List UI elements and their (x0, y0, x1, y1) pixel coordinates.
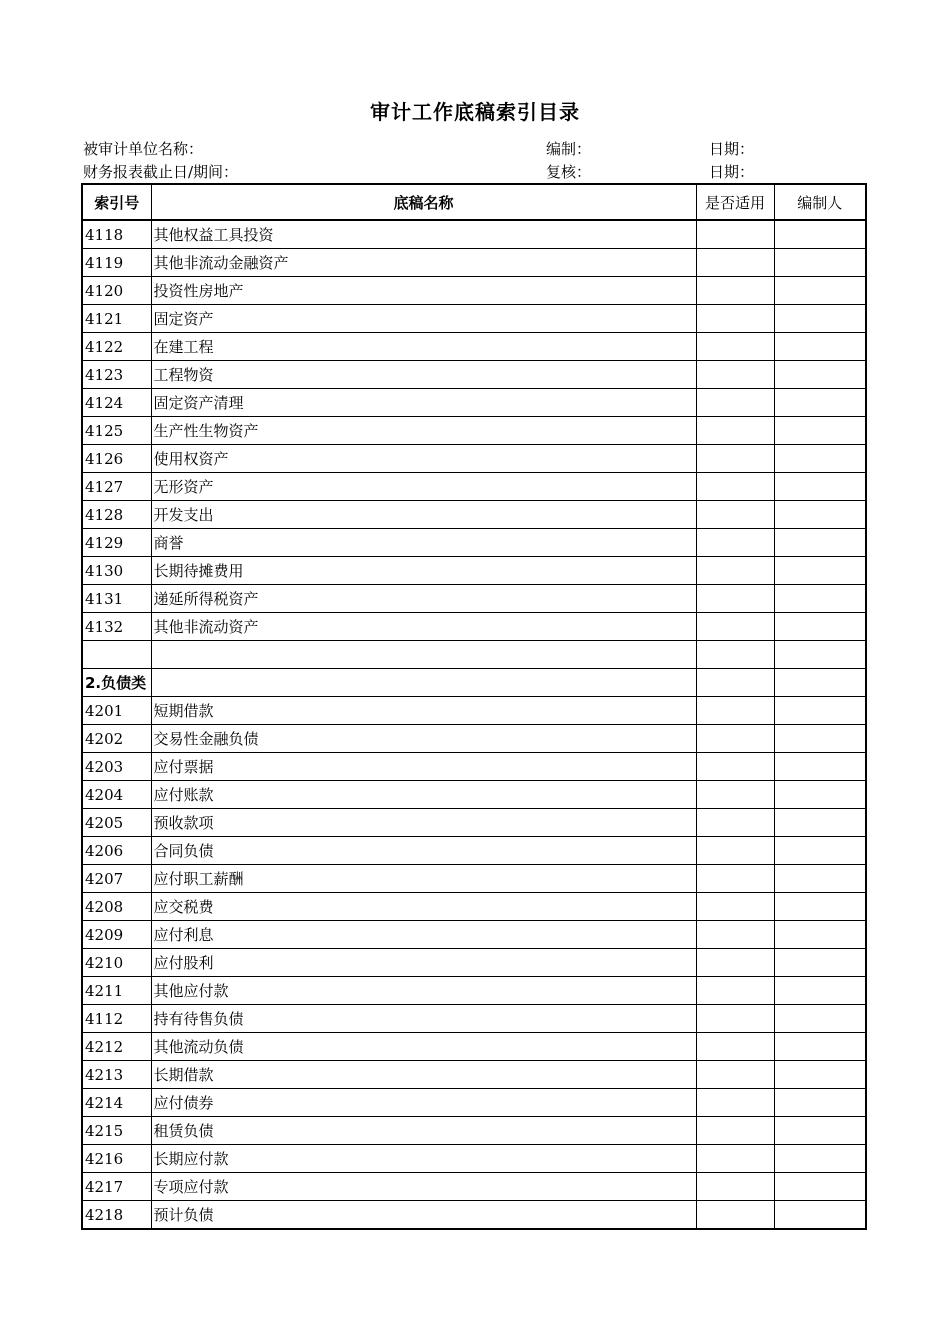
preparer-cell (774, 249, 866, 277)
index-code-cell: 4125 (82, 417, 151, 445)
preparer-cell (774, 725, 866, 753)
preparer-cell (774, 305, 866, 333)
applicable-cell (696, 921, 774, 949)
header-index-no: 索引号 (82, 184, 151, 220)
table-row (82, 529, 866, 557)
applicable-cell (696, 473, 774, 501)
table-row (82, 1061, 866, 1089)
page-title: 审计工作底稿索引目录 (370, 100, 580, 124)
workpaper-name-cell: 在建工程 (151, 333, 696, 361)
applicable-cell (696, 1145, 774, 1173)
index-code-cell: 4208 (82, 893, 151, 921)
workpaper-name-cell: 长期应付款 (151, 1145, 696, 1173)
applicable-cell (696, 697, 774, 725)
workpaper-name-cell: 其他非流动资产 (151, 613, 696, 641)
preparer-cell (774, 277, 866, 305)
workpaper-name-cell: 其他应付款 (151, 977, 696, 1005)
preparer-cell (774, 837, 866, 865)
preparer-cell (774, 529, 866, 557)
preparer-cell (774, 697, 866, 725)
table-row (82, 501, 866, 529)
workpaper-name-cell: 其他流动负债 (151, 1033, 696, 1061)
preparer-cell (774, 1145, 866, 1173)
applicable-cell (696, 1005, 774, 1033)
index-code-cell: 4202 (82, 725, 151, 753)
workpaper-name-cell: 其他权益工具投资 (151, 220, 696, 249)
preparer-cell (774, 1173, 866, 1201)
applicable-cell (696, 669, 774, 697)
table-row (82, 417, 866, 445)
applicable-cell (696, 501, 774, 529)
workpaper-name-cell: 预收款项 (151, 809, 696, 837)
table-header-row (82, 184, 866, 220)
workpaper-name-cell: 应付股利 (151, 949, 696, 977)
workpaper-name-cell: 应付账款 (151, 781, 696, 809)
applicable-cell (696, 613, 774, 641)
preparer-cell (774, 865, 866, 893)
applicable-cell (696, 781, 774, 809)
index-code-cell: 4132 (82, 613, 151, 641)
workpaper-name-cell: 长期待摊费用 (151, 557, 696, 585)
workpaper-name-cell: 预计负债 (151, 1201, 696, 1230)
index-code-cell: 4129 (82, 529, 151, 557)
index-code-cell: 4214 (82, 1089, 151, 1117)
prepared-label: 编制： (546, 140, 592, 158)
workpaper-name-cell: 长期借款 (151, 1061, 696, 1089)
applicable-cell (696, 1117, 774, 1145)
applicable-cell (696, 333, 774, 361)
applicable-cell (696, 949, 774, 977)
preparer-cell (774, 220, 866, 249)
table-row (82, 585, 866, 613)
period-label: 财务报表截止日/期间： (83, 163, 239, 181)
workpaper-name-cell: 固定资产清理 (151, 389, 696, 417)
applicable-cell (696, 277, 774, 305)
table-row (82, 389, 866, 417)
table-row (82, 725, 866, 753)
preparer-cell (774, 1201, 866, 1230)
index-code-cell: 4124 (82, 389, 151, 417)
index-code-cell: 4203 (82, 753, 151, 781)
preparer-cell (774, 1089, 866, 1117)
table-row (82, 837, 866, 865)
preparer-cell (774, 1033, 866, 1061)
index-code-cell: 4130 (82, 557, 151, 585)
index-code-cell: 4118 (82, 220, 151, 249)
applicable-cell (696, 753, 774, 781)
applicable-cell (696, 585, 774, 613)
preparer-cell (774, 753, 866, 781)
index-code-cell: 4206 (82, 837, 151, 865)
table-row (82, 305, 866, 333)
workpaper-name-cell: 无形资产 (151, 473, 696, 501)
index-code-cell: 4204 (82, 781, 151, 809)
table-row (82, 697, 866, 725)
table-row (82, 949, 866, 977)
index-code-cell: 4122 (82, 333, 151, 361)
index-code-cell: 4120 (82, 277, 151, 305)
preparer-cell (774, 809, 866, 837)
workpaper-name-cell: 开发支出 (151, 501, 696, 529)
table-row (82, 641, 866, 669)
table-row (82, 557, 866, 585)
applicable-cell (696, 725, 774, 753)
applicable-cell (696, 1033, 774, 1061)
preparer-cell (774, 361, 866, 389)
index-code-cell: 4201 (82, 697, 151, 725)
table-row (82, 781, 866, 809)
index-code-cell: 4216 (82, 1145, 151, 1173)
table-row (82, 445, 866, 473)
preparer-cell (774, 417, 866, 445)
workpaper-name-cell: 工程物资 (151, 361, 696, 389)
preparer-cell (774, 893, 866, 921)
workpaper-name-cell: 短期借款 (151, 697, 696, 725)
workpaper-name-cell: 租赁负债 (151, 1117, 696, 1145)
applicable-cell (696, 837, 774, 865)
workpaper-name-cell: 投资性房地产 (151, 277, 696, 305)
applicable-cell (696, 417, 774, 445)
index-code-cell: 4210 (82, 949, 151, 977)
applicable-cell (696, 1061, 774, 1089)
workpaper-name-cell: 应付票据 (151, 753, 696, 781)
preparer-cell (774, 977, 866, 1005)
table-row (82, 921, 866, 949)
table-row (82, 1201, 866, 1230)
applicable-cell (696, 389, 774, 417)
index-code-cell: 4213 (82, 1061, 151, 1089)
index-code-cell: 4123 (82, 361, 151, 389)
table-row (82, 753, 866, 781)
preparer-cell (774, 389, 866, 417)
index-code-cell: 4119 (82, 249, 151, 277)
applicable-cell (696, 641, 774, 669)
preparer-cell (774, 921, 866, 949)
table-row (82, 277, 866, 305)
preparer-cell (774, 949, 866, 977)
workpaper-name-cell: 递延所得税资产 (151, 585, 696, 613)
reviewed-label: 复核： (546, 163, 592, 181)
index-code-cell: 4209 (82, 921, 151, 949)
table-row (82, 977, 866, 1005)
index-code-cell: 4207 (82, 865, 151, 893)
workpaper-name-cell: 交易性金融负债 (151, 725, 696, 753)
entity-label: 被审计单位名称： (83, 140, 204, 158)
table-row (82, 1089, 866, 1117)
applicable-cell (696, 445, 774, 473)
applicable-cell (696, 557, 774, 585)
index-code-cell (82, 641, 151, 669)
table-row (82, 249, 866, 277)
preparer-cell (774, 445, 866, 473)
workpaper-name-cell (151, 641, 696, 669)
index-code-cell: 4218 (82, 1201, 151, 1230)
header-applicable: 是否适用 (696, 184, 774, 220)
workpaper-name-cell: 专项应付款 (151, 1173, 696, 1201)
preparer-cell (774, 781, 866, 809)
header-workpaper-name: 底稿名称 (151, 184, 696, 220)
workpaper-name-cell: 商誉 (151, 529, 696, 557)
applicable-cell (696, 529, 774, 557)
workpaper-name-cell: 持有待售负债 (151, 1005, 696, 1033)
table-row (82, 1173, 866, 1201)
workpaper-name-cell: 应付债券 (151, 1089, 696, 1117)
workpaper-name-cell: 固定资产 (151, 305, 696, 333)
preparer-cell (774, 557, 866, 585)
preparer-cell (774, 585, 866, 613)
index-code-cell: 4121 (82, 305, 151, 333)
preparer-cell (774, 473, 866, 501)
table-row (82, 1117, 866, 1145)
applicable-cell (696, 809, 774, 837)
preparer-cell (774, 613, 866, 641)
header-preparer: 编制人 (774, 184, 866, 220)
preparer-cell (774, 1061, 866, 1089)
table-row (82, 473, 866, 501)
workpaper-name-cell: 应付利息 (151, 921, 696, 949)
name-cell (151, 669, 696, 697)
index-code-cell: 4126 (82, 445, 151, 473)
workpaper-name-cell: 其他非流动金融资产 (151, 249, 696, 277)
applicable-cell (696, 893, 774, 921)
applicable-cell (696, 1173, 774, 1201)
index-code-cell: 4131 (82, 585, 151, 613)
date-label-prepared: 日期： (709, 140, 755, 158)
table-row (82, 809, 866, 837)
workpaper-name-cell: 生产性生物资产 (151, 417, 696, 445)
index-code-cell: 4215 (82, 1117, 151, 1145)
preparer-cell (774, 1005, 866, 1033)
table-row (82, 361, 866, 389)
table-row (82, 1005, 866, 1033)
index-code-cell: 4112 (82, 1005, 151, 1033)
table-row (82, 613, 866, 641)
preparer-cell (774, 501, 866, 529)
table-row (82, 333, 866, 361)
section-label: 2.负债类 (82, 669, 151, 697)
applicable-cell (696, 865, 774, 893)
index-code-cell: 4128 (82, 501, 151, 529)
preparer-cell (774, 641, 866, 669)
index-code-cell: 4205 (82, 809, 151, 837)
workpaper-name-cell: 应交税费 (151, 893, 696, 921)
workpaper-name-cell: 应付职工薪酬 (151, 865, 696, 893)
section-row (82, 669, 866, 697)
applicable-cell (696, 305, 774, 333)
table-row (82, 220, 866, 249)
table-row (82, 1145, 866, 1173)
applicable-cell (696, 1201, 774, 1230)
table-row (82, 865, 866, 893)
workpaper-name-cell: 使用权资产 (151, 445, 696, 473)
date-label-reviewed: 日期： (709, 163, 755, 181)
index-code-cell: 4211 (82, 977, 151, 1005)
table-row (82, 1033, 866, 1061)
applicable-cell (696, 1089, 774, 1117)
index-code-cell: 4217 (82, 1173, 151, 1201)
index-code-cell: 4212 (82, 1033, 151, 1061)
applicable-cell (696, 361, 774, 389)
preparer-cell (774, 333, 866, 361)
applicable-cell (696, 977, 774, 1005)
preparer-cell (774, 669, 866, 697)
applicable-cell (696, 249, 774, 277)
index-table (81, 183, 867, 1230)
applicable-cell (696, 220, 774, 249)
preparer-cell (774, 1117, 866, 1145)
index-code-cell: 4127 (82, 473, 151, 501)
table-row (82, 893, 866, 921)
workpaper-name-cell: 合同负债 (151, 837, 696, 865)
